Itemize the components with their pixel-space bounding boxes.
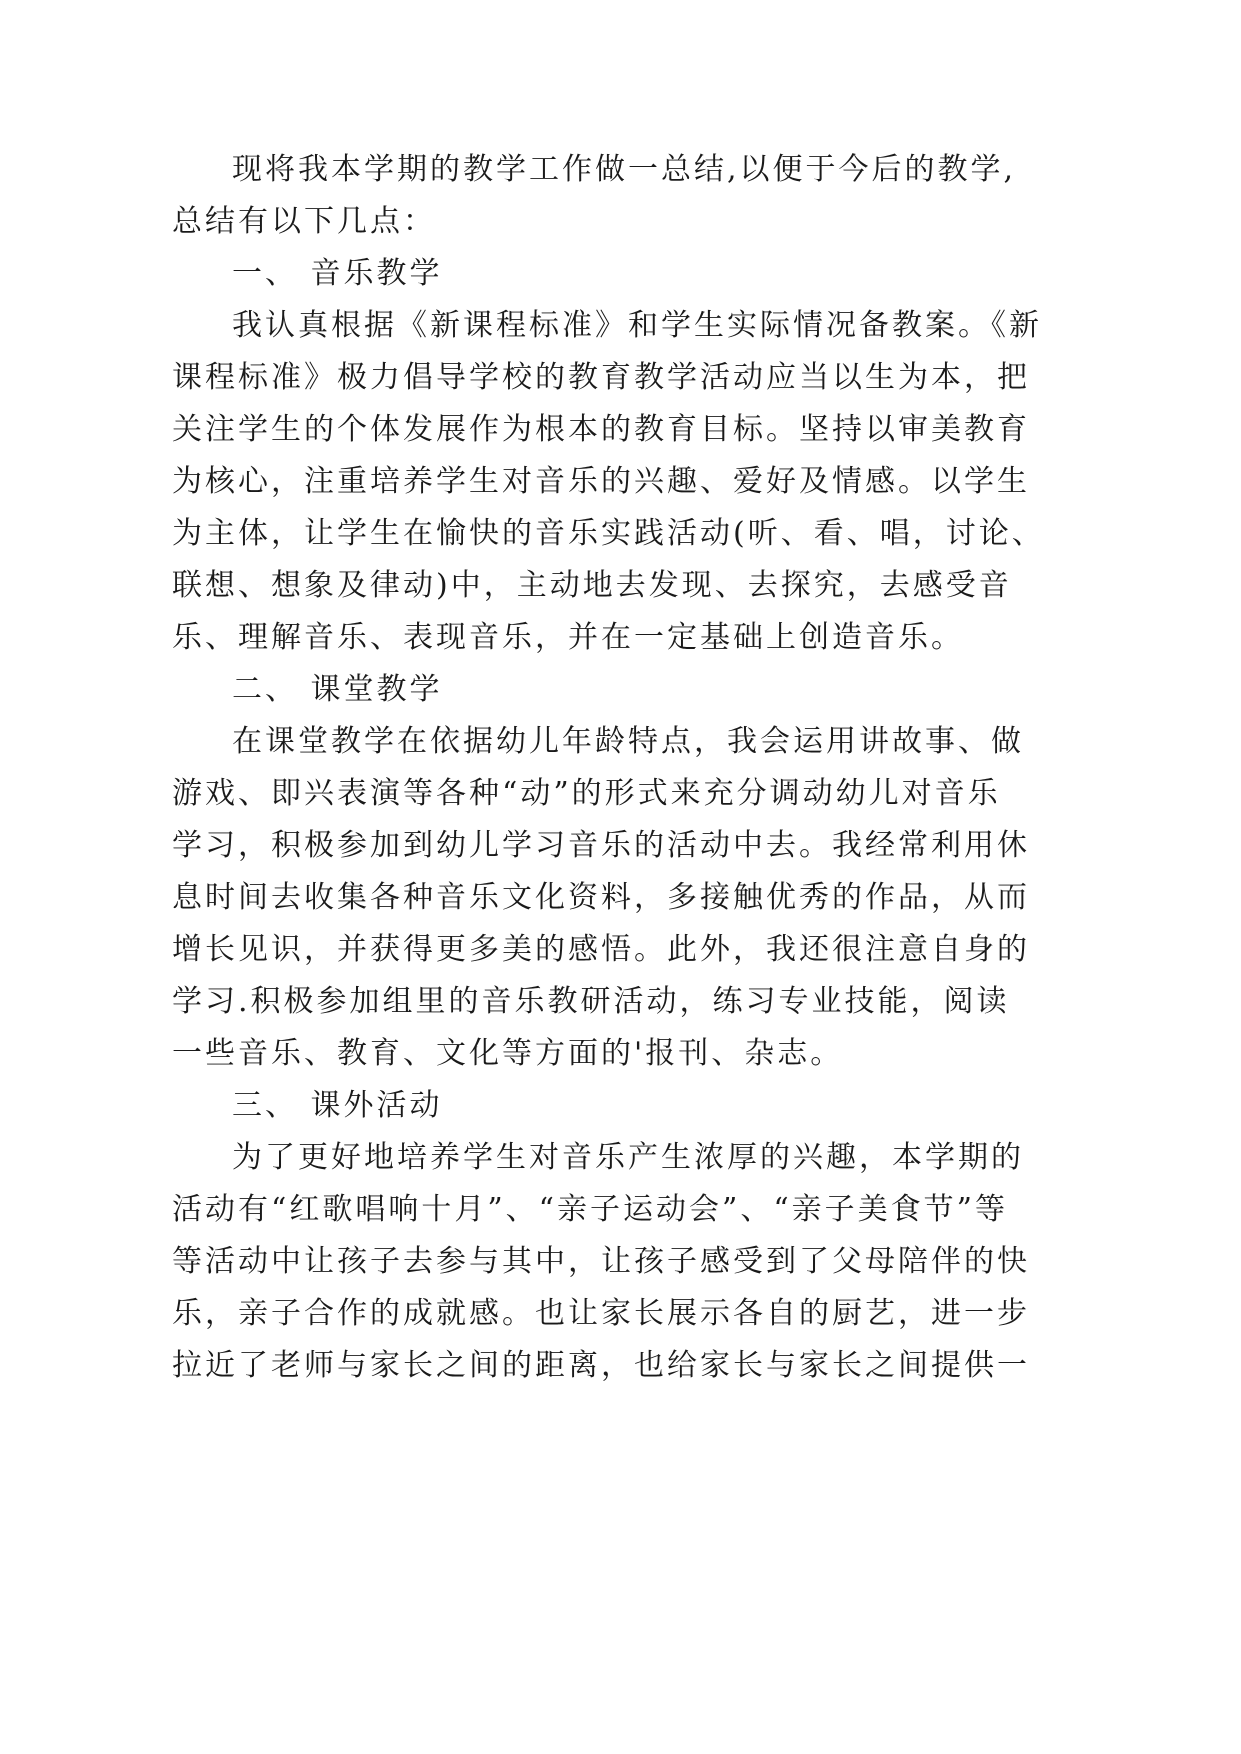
text-line: 一些音乐、教育、文化等方面的'报刊、杂志。 (172, 1036, 844, 1071)
text-line: 学习，积极参加到幼儿学习音乐的活动中去。我经常利用休 (172, 828, 1030, 863)
text-line: 等活动中让孩子去参与其中，让孩子感受到了父母陪伴的快 (172, 1244, 1030, 1279)
text-line: 拉近了老师与家长之间的距离，也给家长与家长之间提供一 (172, 1348, 1030, 1383)
text-line: 课程标准》极力倡导学校的教育教学活动应当以生为本，把 (172, 360, 1030, 395)
text-line: 联想、想象及律动)中，主动地去发现、去探究，去感受音 (172, 568, 1012, 603)
text-line: 我认真根据《新课程标准》和学生实际情况备教案。《新 (232, 308, 1042, 343)
text-line: 为了更好地培养学生对音乐产生浓厚的兴趣，本学期的 (232, 1140, 1024, 1175)
section-heading: 三、 课外活动 (232, 1088, 443, 1123)
text-line: 游戏、即兴表演等各种“动”的形式来充分调动幼儿对音乐 (172, 776, 1001, 811)
text-line: 现将我本学期的教学工作做一总结,以便于今后的教学, (232, 152, 1017, 187)
text-line: 增长见识，并获得更多美的感悟。此外，我还很注意自身的 (172, 932, 1030, 967)
text-line: 活动有“红歌唱响十月”、“亲子运动会”、“亲子美食节”等 (172, 1192, 1009, 1227)
text-line: 为核心，注重培养学生对音乐的兴趣、爱好及情感。以学生 (172, 464, 1030, 499)
text-line: 乐、理解音乐、表现音乐，并在一定基础上创造音乐。 (172, 620, 964, 655)
text-line: 在课堂教学在依据幼儿年龄特点，我会运用讲故事、做 (232, 724, 1024, 759)
text-line: 关注学生的个体发展作为根本的教育目标。坚持以审美教育 (172, 412, 1030, 447)
section-heading: 二、 课堂教学 (232, 672, 443, 707)
text-line: 乐，亲子合作的成就感。也让家长展示各自的厨艺，进一步 (172, 1296, 1030, 1331)
text-line: 总结有以下几点： (172, 204, 436, 239)
text-line: 学习.积极参加组里的音乐教研活动，练习专业技能，阅读 (172, 984, 1010, 1019)
section-heading: 一、 音乐教学 (232, 256, 443, 291)
text-line: 息时间去收集各种音乐文化资料，多接触优秀的作品，从而 (172, 880, 1030, 915)
text-line: 为主体，让学生在愉快的音乐实践活动(听、看、唱，讨论、 (172, 516, 1045, 551)
